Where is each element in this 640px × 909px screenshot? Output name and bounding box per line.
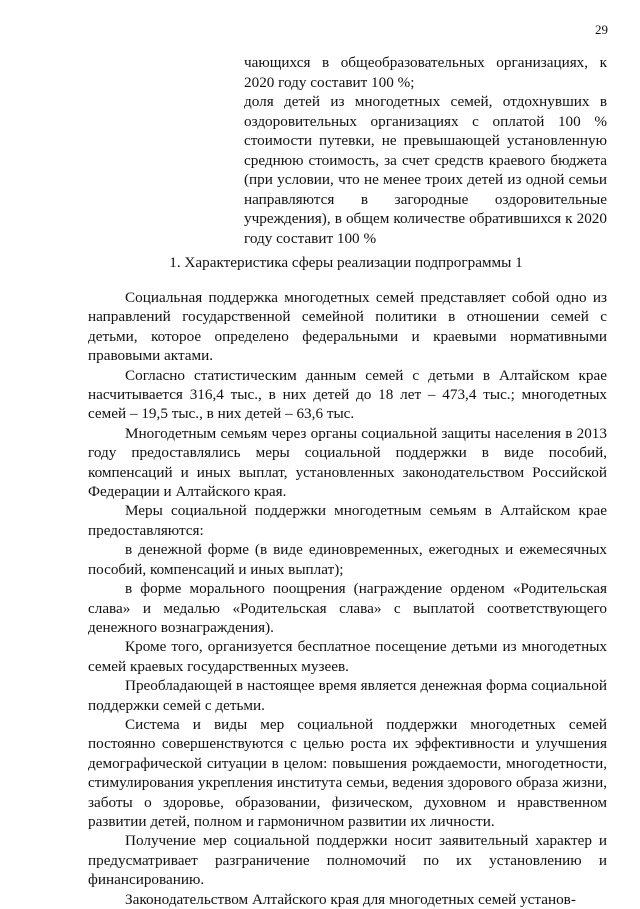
body-text — [88, 288, 607, 909]
body-paragraph: Получение мер социальной поддержки носит заявительный характер и предусматривает разграничение полномочий по их установлению и финансированию. — [88, 832, 607, 889]
page-number: 29 — [595, 22, 608, 37]
body-paragraph: в форме морального поощрения (награждение орденом «Родительская слава» и медалью «Родительская слава» с выплатой соответствующего денежного вознаграждения). — [88, 580, 607, 636]
body-paragraph: Многодетным семьям через органы социальной защиты населения в 2013 году предоставлялись меры социальной поддержки в виде пособий, компенсаций и иных выплат, установленных законодательством Российской Федерации и Алтайского края. — [88, 424, 607, 501]
body-paragraph: Меры социальной поддержки многодетным семьям в Алтайском крае предоставляются: — [88, 502, 607, 539]
body-paragraph: Согласно статистическим данным семей с детьми в Алтайском крае насчитывается 316,4 тыс., в них детей до 18 лет – 473,4 тыс.; многодетных семей – 19,5 тыс., в них детей – 63,6 тыс. — [88, 366, 607, 423]
body-paragraph: Система и виды мер социальной поддержки многодетных семей постоянно совершенствуются с целью роста их эффективности и улучшения демографической ситуации в целом: повышения рождаемости, многодетности, стимулирования укрепления института семьи, ведения здорового образа жизни, заботы о здоровье, образовании, физическом, духовном и нравственном развитии детей, полном и гармоничном развитии их личности. — [88, 715, 607, 830]
body-paragraph: Кроме того, организуется бесплатное посещение детьми из многодетных семей краевых государственных музеев. — [88, 638, 607, 675]
body-paragraph: в денежной форме (в виде единовременных, ежегодных и ежемесячных пособий, компенсаций и иных выплат); — [88, 541, 607, 578]
previous-section-continuation — [244, 53, 607, 248]
tail-paragraph-1: чающихся в общеобразовательных организациях, к 2020 году составит 100 %; — [244, 54, 607, 91]
tail-paragraph-2: доля детей из многодетных семей, отдохнувших в оздоровительных организациях с оплатой 100 % стоимости путевки, не превышающей установленную среднюю стоимость, за счет средств краевого бюджета (при условии, что не менее троих детей из одной семьи направляются в загородные оздоровительные учреждения), в общем количестве обратившихся к 2020 году составит 100 % — [244, 93, 607, 247]
body-paragraph: Социальная поддержка многодетных семей представляет собой одно из направлений государственной семейной политики в отношении семей с детьми, которое определено федеральными и краевыми нормативными правовыми актами. — [88, 289, 607, 365]
section-title: 1. Характеристика сферы реализации подпрограммы 1 — [169, 254, 523, 271]
body-paragraph: Преобладающей в настоящее время является денежная форма социальной поддержки семей с детьми. — [88, 677, 607, 714]
body-paragraph: Законодательством Алтайского края для многодетных семей установ- — [125, 890, 576, 908]
